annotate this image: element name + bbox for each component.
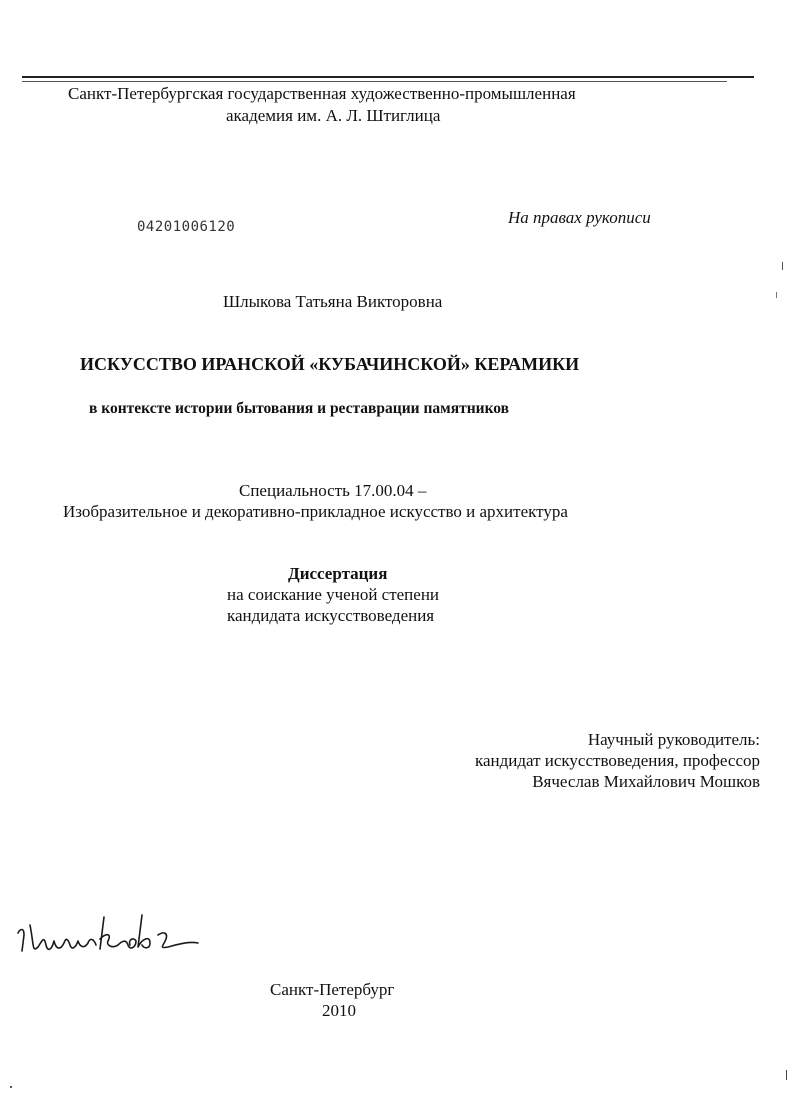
- scan-speck: [776, 292, 777, 298]
- supervisor-name: Вячеслав Михайлович Мошков: [532, 772, 760, 791]
- dissertation-subtitle: в контексте истории бытования и реставрации памятников: [89, 400, 510, 417]
- scan-speck: [10, 1086, 12, 1088]
- institution-line-2-text: академия им. А. Л. Штиглица: [226, 106, 441, 125]
- author-signature: [8, 905, 208, 975]
- footer-city: Санкт-Петербург: [270, 980, 395, 999]
- scan-speck: [782, 262, 783, 270]
- top-rule: [22, 76, 754, 78]
- manuscript-note: На правах рукописи: [508, 208, 651, 227]
- dissertation-heading: Диссертация: [288, 564, 388, 583]
- institution-line-2: [226, 106, 440, 126]
- institution-line-1-text: Санкт-Петербургская государственная художественно-промышленная: [68, 84, 576, 103]
- dissertation-title: ИСКУССТВО ИРАНСКОЙ «КУБАЧИНСКОЙ» КЕРАМИКИ: [80, 354, 580, 374]
- institution-line-1: [68, 84, 576, 104]
- specialty-code: Специальность 17.00.04 –: [239, 481, 427, 500]
- top-rule-secondary: [22, 81, 727, 82]
- specialty-name: Изобразительное и декоративно-прикладное искусство и архитектура: [63, 502, 568, 521]
- scan-speck: [786, 1070, 787, 1080]
- degree-line-2: кандидата искусствоведения: [227, 606, 435, 625]
- footer-year: 2010: [322, 1001, 356, 1020]
- supervisor-label: Научный руководитель:: [587, 730, 760, 749]
- registration-number: 04201006120: [137, 219, 236, 235]
- degree-line-1: на соискание ученой степени: [227, 585, 440, 604]
- author-name: Шлыкова Татьяна Викторовна: [223, 292, 443, 311]
- supervisor-degree: кандидат искусствоведения, профессор: [474, 751, 760, 770]
